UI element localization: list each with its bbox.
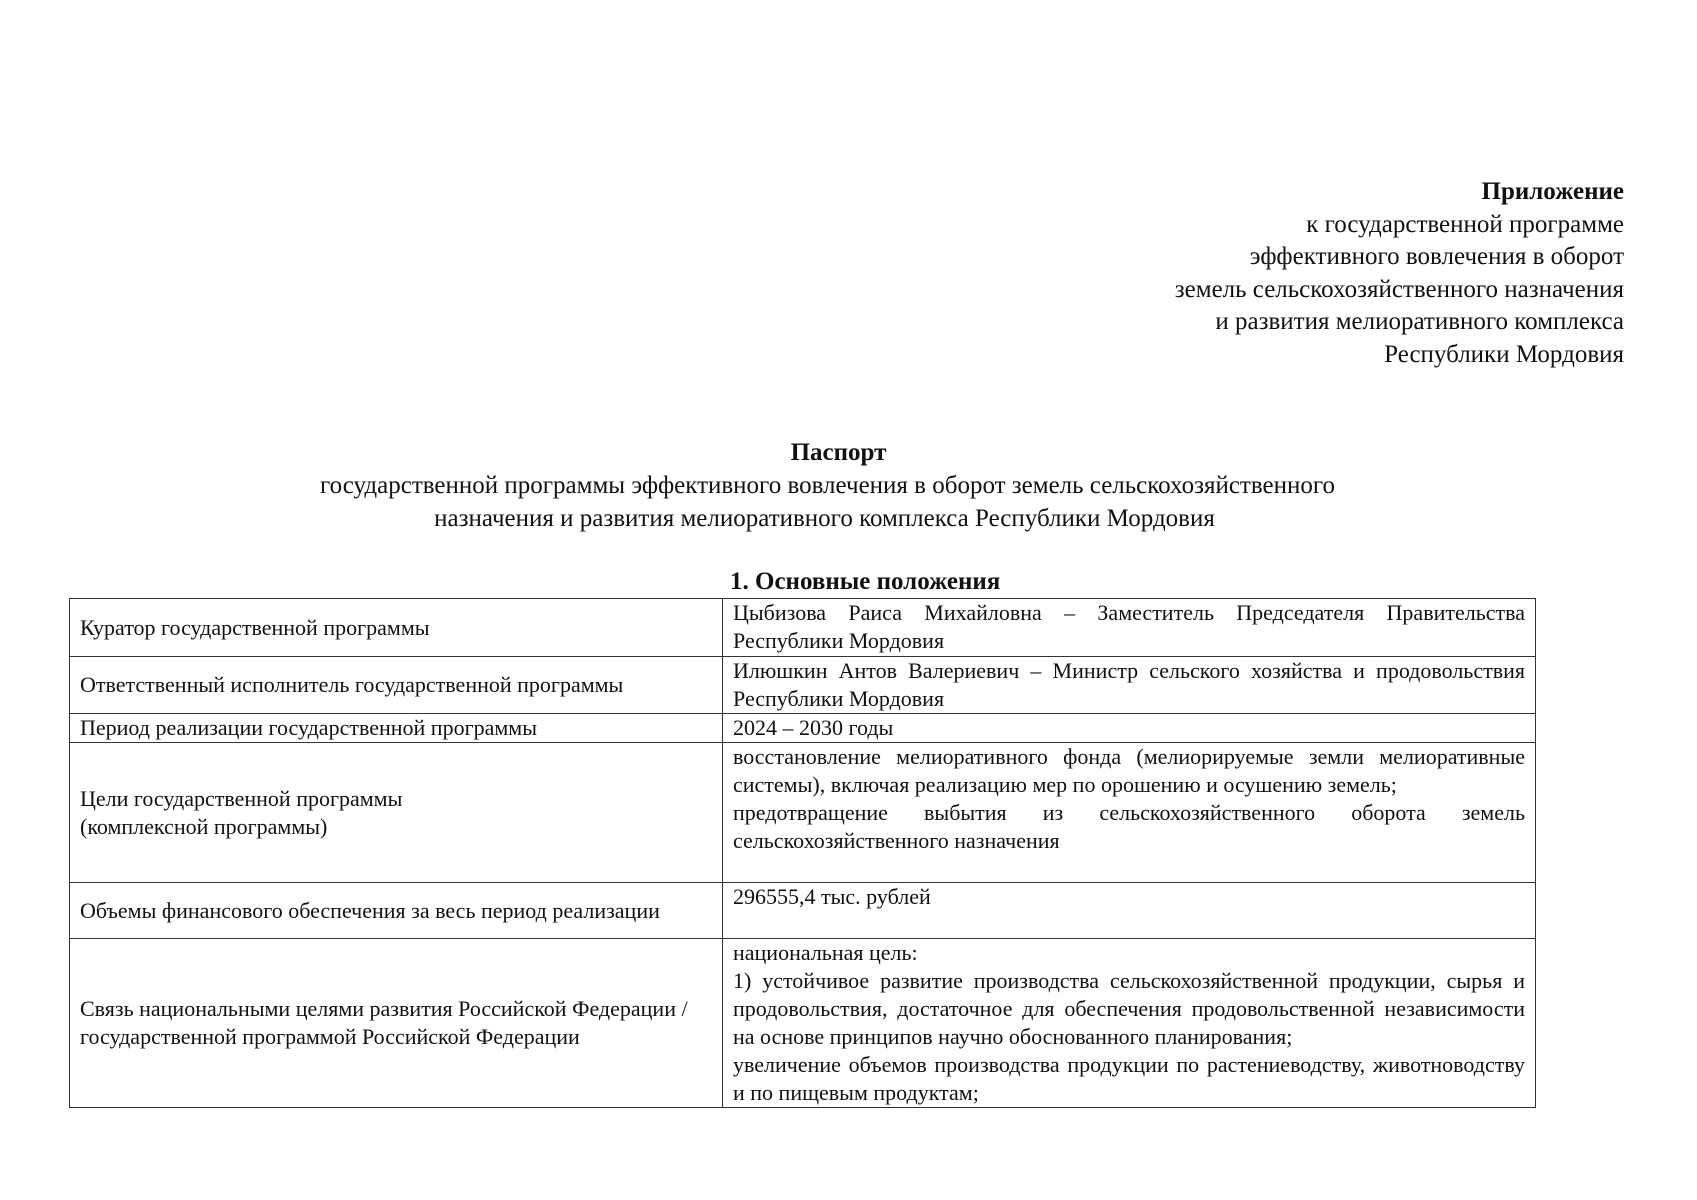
appendix-line: и развития мелиоративного комплекса bbox=[1215, 308, 1624, 335]
row-value-text: 1) устойчивое развитие производства сельскохозяйственной продукции, сырья и продовольствия, достаточное для обеспечения продовольственной независимости на основе принципов научно обоснованного планирования; bbox=[733, 968, 1525, 1049]
passport-subtitle-line: государственной программы эффективного вовлечения в оборот земель сельскохозяйственного bbox=[319, 472, 1335, 499]
row-value-text: Цыбизова Раиса Михайловна – Заместитель Председателя Правительства Республики Мордовия bbox=[733, 600, 1525, 653]
appendix-line: земель сельскохозяйственного назначения bbox=[1174, 275, 1624, 303]
row-label-line: (комплексной программы) bbox=[80, 813, 328, 839]
table-row bbox=[70, 883, 1536, 939]
passport-table bbox=[69, 598, 1536, 1108]
row-label: Ответственный исполнитель государственной программы bbox=[70, 657, 723, 714]
passport-title-block bbox=[0, 436, 1697, 535]
passport-title: Паспорт bbox=[790, 439, 887, 466]
row-value-text: увеличение объемов производства продукции по растениеводству, животноводству и по пищевым продуктам; bbox=[733, 1052, 1525, 1105]
row-value-text: 296555,4 тыс. рублей bbox=[733, 884, 931, 909]
row-value-text: национальная цель: bbox=[733, 940, 918, 965]
row-value bbox=[723, 883, 1536, 939]
row-value-text: предотвращение выбытия из сельскохозяйственного оборота земель сельскохозяйственного назначения bbox=[733, 800, 1525, 853]
row-value bbox=[723, 939, 1536, 1108]
row-label: Объемы финансового обеспечения за весь период реализации bbox=[70, 883, 723, 939]
row-label: Период реализации государственной программы bbox=[70, 714, 723, 743]
row-value bbox=[723, 657, 1536, 714]
row-value bbox=[723, 714, 1536, 743]
appendix-line: эффективного вовлечения в оборот bbox=[1249, 243, 1624, 270]
row-label: Куратор государственной программы bbox=[70, 599, 723, 657]
table-row bbox=[70, 939, 1536, 1108]
table-row bbox=[70, 599, 1536, 657]
table-row bbox=[70, 657, 1536, 714]
row-value-text: Илюшкин Антов Валериевич – Министр сельского хозяйства и продовольствия Республики Мордовия bbox=[733, 658, 1525, 711]
row-value-text: 2024 – 2030 годы bbox=[733, 715, 894, 740]
row-label: Связь национальными целями развития Российской Федерации / государственной программой Российской Федерации bbox=[70, 939, 723, 1108]
section-heading: 1. Основные положения bbox=[730, 568, 1001, 595]
row-label-line: Цели государственной программы bbox=[80, 785, 403, 811]
passport-subtitle-line: назначения и развития мелиоративного комплекса Республики Мордовия bbox=[434, 505, 1215, 532]
table-row bbox=[70, 743, 1536, 883]
appendix-line: к государственной программе bbox=[1306, 210, 1624, 238]
row-value bbox=[723, 599, 1536, 657]
appendix-block bbox=[924, 176, 1624, 371]
appendix-title: Приложение bbox=[1481, 178, 1624, 205]
appendix-line: Республики Мордовия bbox=[1384, 340, 1624, 368]
row-label bbox=[70, 743, 723, 883]
row-value bbox=[723, 743, 1536, 883]
table-row bbox=[70, 714, 1536, 743]
row-value-text: восстановление мелиоративного фонда (мелиорируемые земли мелиоративные системы), включая реализацию мер по орошению и осушению земель; bbox=[733, 744, 1525, 797]
